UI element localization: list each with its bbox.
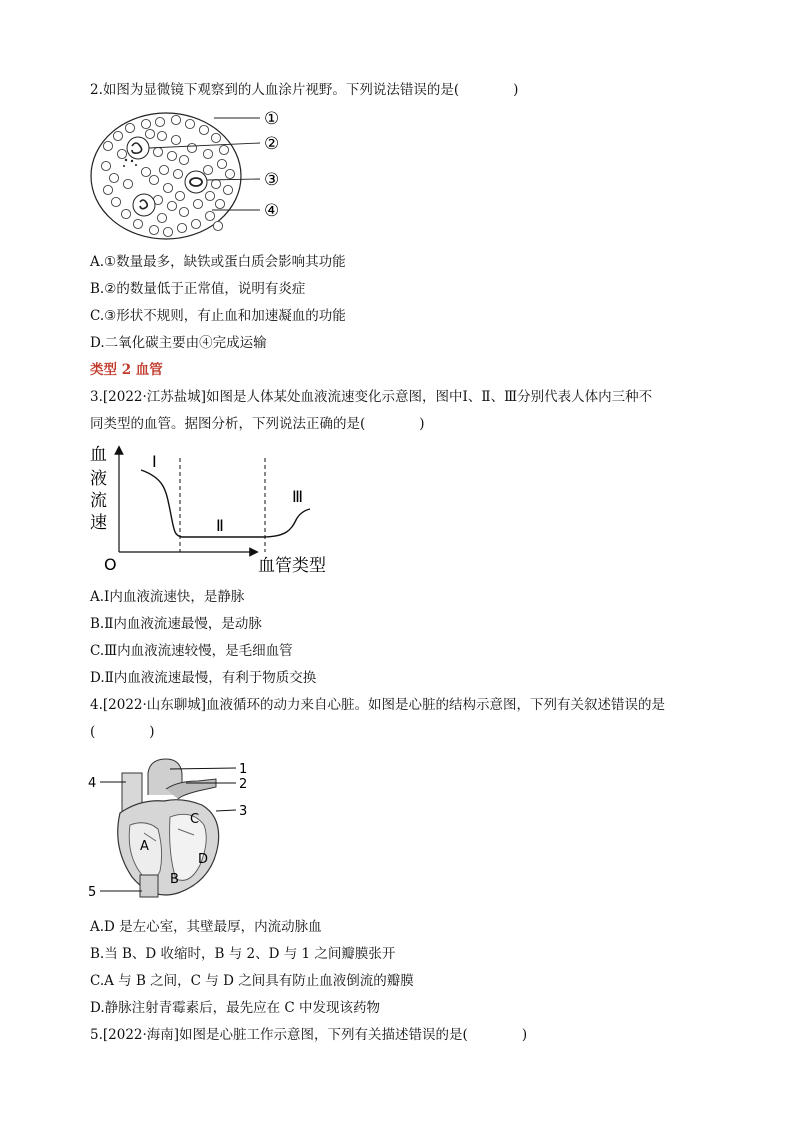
q3-option-d: D.Ⅱ内血液流速最慢，有利于物质交换 — [90, 670, 317, 686]
red-blood-cell — [141, 119, 150, 128]
white-blood-cell-4 — [133, 194, 155, 216]
y-axis-char-3: 流 — [90, 491, 107, 511]
red-blood-cell — [153, 147, 162, 156]
red-blood-cell — [155, 117, 164, 126]
num-label-5: 5 — [88, 885, 97, 900]
flow-curve — [141, 470, 310, 537]
red-blood-cell — [123, 179, 132, 188]
label-3: ③ — [264, 170, 280, 190]
red-blood-cell — [149, 225, 158, 234]
red-blood-cell — [219, 145, 228, 154]
red-blood-cell — [101, 161, 110, 170]
red-blood-cell — [211, 179, 220, 188]
q4-option-b: B.当 B、D 收缩时，B 与 2、D 与 1 之间瓣膜张开 — [90, 946, 396, 962]
q3-option-a: A.Ⅰ内血液流速快，是静脉 — [90, 589, 245, 605]
q4-option-c: C.A 与 B 之间，C 与 D 之间具有防止血液倒流的瓣膜 — [90, 973, 414, 989]
segment-label-3: Ⅲ — [292, 487, 304, 506]
section-heading: 类型 2 血管 — [90, 362, 163, 378]
red-blood-cell — [205, 191, 214, 200]
y-axis-char-1: 血 — [90, 445, 107, 465]
red-blood-cell — [175, 191, 184, 200]
label-2: ② — [264, 134, 280, 154]
red-blood-cell — [215, 199, 224, 208]
num-label-2: 2 — [239, 777, 248, 792]
num-label-1: 1 — [239, 762, 248, 777]
white-blood-cell-3 — [185, 171, 207, 193]
red-blood-cell — [103, 185, 112, 194]
q3-option-b: B.Ⅱ内血液流速最慢，是动脉 — [90, 616, 262, 632]
white-blood-cell-2 — [127, 137, 149, 159]
red-blood-cell — [145, 129, 154, 138]
y-axis-char-4: 速 — [90, 513, 107, 533]
q2-option-a: A.①数量最多，缺铁或蛋白质会影响其功能 — [90, 254, 346, 270]
num-label-3: 3 — [239, 804, 248, 819]
label-1: ① — [264, 109, 280, 129]
red-blood-cell — [133, 219, 142, 228]
red-blood-cell — [111, 197, 120, 206]
red-blood-cell — [171, 115, 180, 124]
red-blood-cell — [213, 221, 222, 230]
red-blood-cell — [177, 223, 186, 232]
q5-stem: 5.[2022·海南]如图是心脏工作示意图，下列有关描述错误的是( ) — [90, 1027, 528, 1043]
red-blood-cell — [203, 149, 212, 158]
label-4: ④ — [264, 201, 280, 221]
red-blood-cell — [171, 135, 180, 144]
red-blood-cell — [223, 185, 232, 194]
red-blood-cell — [173, 169, 182, 178]
q2-option-b: B.②的数量低于正常值，说明有炎症 — [90, 281, 306, 297]
red-blood-cell — [179, 155, 188, 164]
red-blood-cell — [193, 199, 202, 208]
blood-flow-chart — [86, 440, 346, 580]
y-axis-char-2: 液 — [90, 469, 107, 489]
red-blood-cell — [167, 151, 176, 160]
q3-stem-line1: 3.[2022·江苏盐城]如图是人体某处血液流速变化示意图，图中Ⅰ、Ⅱ、Ⅲ分别代表人体内三种不 — [90, 389, 653, 405]
red-blood-cell — [203, 165, 212, 174]
red-blood-cell — [217, 159, 226, 168]
red-blood-cell — [113, 131, 122, 140]
red-blood-cell — [205, 211, 214, 220]
heart-figure — [86, 755, 256, 905]
q2-option-c: C.③形状不规则，有止血和加速凝血的功能 — [90, 308, 346, 324]
segment-label-1: Ⅰ — [152, 452, 157, 471]
red-blood-cell — [163, 227, 172, 236]
q4-option-a: A.D 是左心室，其壁最厚，内流动脉血 — [90, 919, 322, 935]
q2-option-d: D.二氧化碳主要由④完成运输 — [90, 335, 267, 351]
x-axis-label: 血管类型 — [258, 556, 326, 576]
red-blood-cell — [185, 119, 194, 128]
red-blood-cell — [141, 167, 150, 176]
origin-label: O — [104, 555, 117, 574]
red-blood-cell — [109, 173, 118, 182]
red-blood-cell — [159, 165, 168, 174]
red-blood-cell — [187, 143, 196, 152]
red-blood-cell — [121, 209, 130, 218]
blood-smear-figure — [88, 108, 298, 248]
red-blood-cell — [179, 207, 188, 216]
red-blood-cell — [225, 169, 234, 178]
red-blood-cell — [125, 123, 134, 132]
q4-answer-paren: ( ) — [90, 724, 155, 740]
chamber-label-d: D — [198, 852, 209, 867]
red-blood-cell — [163, 183, 172, 192]
red-blood-cell — [103, 141, 112, 150]
red-blood-cell — [117, 149, 126, 158]
red-blood-cell — [191, 219, 200, 228]
chamber-label-b: B — [170, 872, 179, 887]
q4-option-d: D.静脉注射青霉素后，最先应在 C 中发现该药物 — [90, 1000, 381, 1016]
q2-stem: 2.如图为显微镜下观察到的人血涂片视野。下列说法错误的是( ) — [90, 82, 519, 98]
red-blood-cell — [199, 125, 208, 134]
segment-label-2: Ⅱ — [216, 516, 224, 535]
red-blood-cell — [167, 201, 176, 210]
chamber-label-a: A — [140, 839, 149, 854]
red-blood-cell — [157, 131, 166, 140]
chamber-label-c: C — [190, 812, 200, 827]
q3-stem-line2: 同类型的血管。据图分析，下列说法正确的是( ) — [90, 416, 425, 432]
red-blood-cell — [149, 175, 158, 184]
q4-stem: 4.[2022·山东聊城]血液循环的动力来自心脏。如图是心脏的结构示意图，下列有关叙述错误的是 — [90, 697, 666, 713]
red-blood-cell — [157, 213, 166, 222]
q3-option-c: C.Ⅲ内血液流速较慢，是毛细血管 — [90, 643, 293, 659]
red-blood-cell — [211, 133, 220, 142]
num-label-4: 4 — [88, 776, 97, 791]
